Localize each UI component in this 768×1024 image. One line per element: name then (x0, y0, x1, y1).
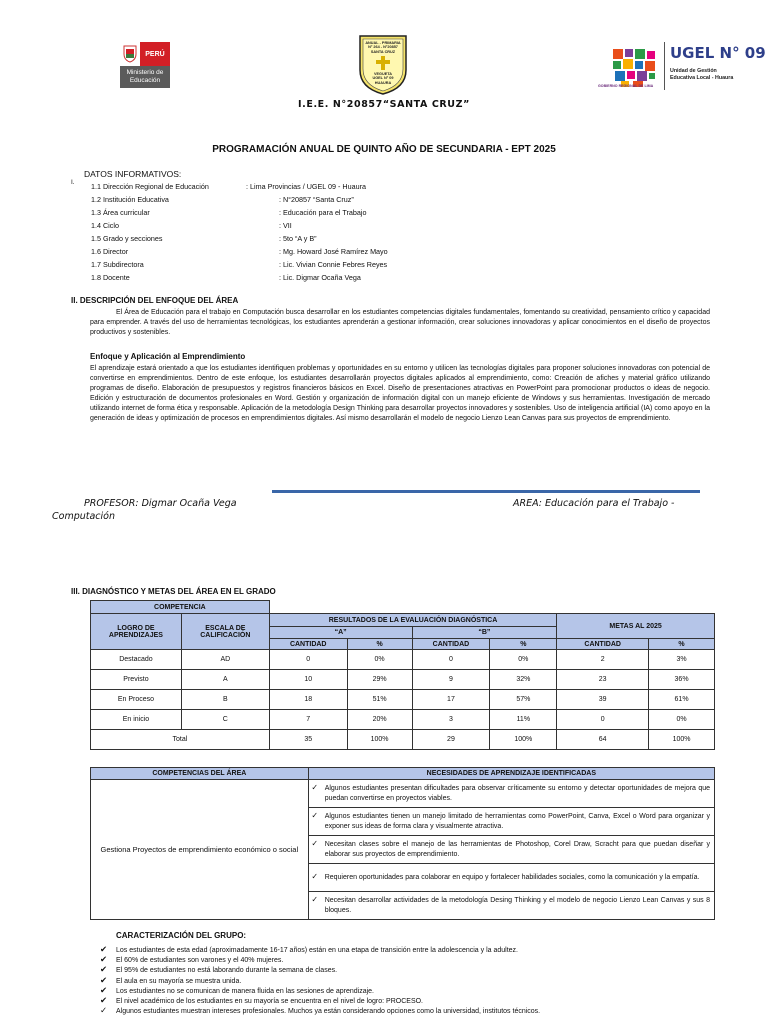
list-item-text: Los estudiantes no se comunican de manera fluida en las sesiones de aprendizaje. (116, 987, 374, 995)
info-label-8: 1.8 Docente (91, 273, 130, 282)
list-item (100, 985, 740, 995)
b-pct-cell: 57% (490, 690, 557, 710)
b-cant-cell: 3 (412, 710, 490, 730)
profesor-label: PROFESOR: Digmar Ocaña Vega (84, 498, 237, 509)
enfoque-paragraph-2: El aprendizaje estará orientado a que los estudiantes identifiquen problemas y oportunidades en su entorno y utilicen las tecnologías digitales para proponer soluciones innovadoras con potencial de convertirse en emprendimientos. Dentro de este enfoque, los estudiantes desarrollarán proyectos digitales aplicados al emprendimiento, como: Creación de afiches y material gráfico utilizando programas de diseño. Elaboración de presupuestos y registros financieros básicos en Excel. Diseño de presentaciones atractivas en PowerPoint para promocionar productos o ideas de negocio. Edición y estructuración de documentos profesionales en Word. Gestión y organización de información digital con un manejo eficiente de Windows y sus herramientas. Investigación de mercado utilizando internet de forma ética y responsable. Aplicación de la metodología Design Thinking para desarrollar proyectos innovadores y sostenibles. Uso de inteligencia artificial (IA) como apoyo en la generación de ideas y optimización de procesos en emprendimientos digitales. Así mismo desarrollarán el modelo de negocio Lienzo Lean Canvas para sus proyectos de emprendimiento. (90, 365, 710, 422)
a-cant-cell: 18 (269, 690, 347, 710)
a-pct-cell: 51% (347, 690, 412, 710)
crest-line-4: VEGUETA (373, 72, 393, 76)
info-label-5: 1.5 Grado y secciones (91, 234, 163, 243)
need-text: Algunos estudiantes presentan dificultades para observar críticamente su entorno y detectar oportunidades de mejora que puedan convertirse en proyectos viables. (324, 784, 710, 802)
divider-line (272, 490, 700, 493)
checkmark-icon: ✓ (100, 1005, 108, 1016)
info-value-2: : N°20857 “Santa Cruz” (279, 195, 354, 204)
list-item-text: Algunos estudiantes muestran intereses profesionales. Muchos ya están considerando opciones como la universidad, institutos técnicos. (116, 1008, 541, 1016)
list-item-text: El aula en su mayoría se muestra unida. (116, 977, 242, 985)
info-value-6: : Mg. Howard José Ramírez Mayo (279, 247, 388, 256)
checkmark-icon: ✓ (311, 838, 319, 848)
peru-label: PERÚ (140, 42, 170, 66)
b-cant-cell: 17 (412, 690, 490, 710)
total-a-pct: 100% (347, 730, 412, 750)
list-item (100, 944, 740, 954)
checkmark-icon: ✔ (100, 994, 108, 1005)
section-datos (71, 171, 75, 189)
info-value-5: : 5to “A y B” (279, 234, 317, 243)
section-enfoque-heading: II. DESCRIPCIÓN DEL ENFOQUE DEL ÁREA (71, 296, 239, 305)
necesidades-table (90, 767, 715, 920)
caracterizacion-list (100, 944, 740, 1015)
table-row (91, 690, 715, 710)
m-cant-cell: 0 (557, 710, 649, 730)
metas-header: METAS AL 2025 (557, 614, 715, 639)
b-pct-header: % (490, 639, 557, 650)
school-crest (357, 34, 409, 96)
a-pct-cell: 29% (347, 670, 412, 690)
need-item (308, 864, 714, 892)
a-cant-cell: 10 (269, 670, 347, 690)
resultados-header: RESULTADOS DE LA EVALUACIÓN DIAGNÓSTICA (269, 614, 556, 627)
list-item (100, 1005, 740, 1015)
a-cant-cell: 0 (269, 650, 347, 670)
total-m-cant: 64 (557, 730, 649, 750)
table-row (91, 670, 715, 690)
checkmark-icon: ✔ (100, 974, 108, 985)
table-row (91, 650, 715, 670)
b-pct-cell: 32% (490, 670, 557, 690)
need-text: Algunos estudiantes tienen un manejo limitado de herramientas como PowerPoint, Canva, Excel o Word para organizar y exponer sus ideas de forma clara y visualmente atractiva. (324, 812, 710, 830)
metas-cantidad-header: CANTIDAD (557, 639, 649, 650)
total-row (91, 730, 715, 750)
ugel-name: UGEL N° 09 (670, 44, 766, 62)
diagnostico-table (90, 600, 715, 750)
ugel-sub1: Unidad de Gestión (670, 68, 717, 74)
table-row (91, 710, 715, 730)
document-title: PROGRAMACIÓN ANUAL DE QUINTO AÑO DE SECUNDARIA - EPT 2025 (212, 144, 556, 155)
checkmark-icon: ✔ (100, 984, 108, 995)
crest-line-6: HUAURA (374, 80, 392, 85)
b-cant-cell: 9 (412, 670, 490, 690)
a-cantidad-header: CANTIDAD (269, 639, 347, 650)
checkmark-icon: ✔ (100, 944, 108, 954)
competencia-cell: Gestiona Proyectos de emprendimiento económico o social (91, 780, 309, 920)
info-value-4: : VII (279, 221, 292, 230)
checkmark-icon: ✔ (100, 954, 108, 965)
gobierno-regional-label: GOBIERNO REGIONAL DE LIMA (598, 84, 654, 88)
checkmark-icon: ✓ (311, 871, 319, 881)
enfoque-paragraph-1: El Área de Educación para el trabajo en Computación busca desarrollar en los estudiantes competencias digitales fundamentales, fomentando su creatividad, pensamiento crítico y capacidad para emprender. A través del uso de herramientas tecnológicas, los estudiantes aprenderán a gestionar información, crear soluciones innovadoras y aplicar conocimientos en el diseño de proyectos productivos y sostenibles. (90, 309, 710, 336)
section-datos-number: I. (71, 179, 75, 186)
seccion-a-header: “A” (269, 627, 412, 639)
m-pct-cell: 3% (649, 650, 715, 670)
need-item (308, 892, 714, 920)
info-value-7: : Lic. Vivian Connie Febres Reyes (279, 260, 388, 269)
info-label-3: 1.3 Área curricular (91, 208, 150, 217)
ugel-mosaic-icon (611, 47, 657, 89)
m-cant-cell: 23 (557, 670, 649, 690)
info-value-3: : Educación para el Trabajo (279, 208, 367, 217)
logro-cell: Previsto (91, 670, 182, 690)
escala-cell: B (181, 690, 269, 710)
crest-line-3: SANTA CRUZ (370, 49, 396, 54)
list-item-text: El 60% de estudiantes son varones y el 40% mujeres. (116, 957, 284, 965)
b-pct-cell: 0% (490, 650, 557, 670)
coat-of-arms-icon (120, 42, 140, 66)
list-item (100, 975, 740, 985)
minedu-logo (120, 42, 170, 94)
m-pct-cell: 61% (649, 690, 715, 710)
school-title: I.E.E. N°20857“SANTA CRUZ” (298, 99, 470, 110)
need-item (308, 808, 714, 836)
info-label-4: 1.4 Ciclo (91, 221, 119, 230)
checkmark-icon: ✓ (311, 894, 319, 904)
logro-cell: En Proceso (91, 690, 182, 710)
list-item-text: El 95% de estudiantes no está laborando durante la semana de clases. (116, 967, 338, 975)
logro-header: LOGRO DE APRENDIZAJES (91, 614, 182, 650)
enfoque-subheading: Enfoque y Aplicación al Emprendimiento (90, 352, 246, 361)
a-pct-cell: 0% (347, 650, 412, 670)
list-item (100, 964, 740, 974)
total-a-cant: 35 (269, 730, 347, 750)
ugel-subtitle (670, 68, 733, 82)
escala-header: ESCALA DE CALIFICACIÓN (181, 614, 269, 650)
area-label-cont: Computación (52, 511, 115, 522)
escala-cell: A (181, 670, 269, 690)
section-diagnostico-heading: III. DIAGNÓSTICO Y METAS DEL ÁREA EN EL GRADO (71, 587, 276, 596)
necesidades-header: NECESIDADES DE APRENDIZAJE IDENTIFICADAS (308, 768, 714, 780)
need-text: Requieren oportunidades para colaborar en equipo y fortalecer habilidades sociales, como la comunicación y la empatía. (324, 873, 700, 881)
crest-line-2: N° 264 - N°20857 (368, 45, 398, 50)
logro-cell: Destacado (91, 650, 182, 670)
info-label-2: 1.2 Institución Educativa (91, 195, 169, 204)
ugel-separator (664, 42, 665, 90)
list-item-text: Los estudiantes de esta edad (aproximadamente 16-17 años) están en una etapa de transición entre la adolescencia y la adultez. (116, 947, 518, 954)
b-cant-cell: 0 (412, 650, 490, 670)
a-cant-cell: 7 (269, 710, 347, 730)
checkmark-icon: ✓ (311, 810, 319, 820)
total-m-pct: 100% (649, 730, 715, 750)
total-b-cant: 29 (412, 730, 490, 750)
competencia-header: COMPETENCIA (91, 601, 270, 614)
info-label-1: 1.1 Dirección Regional de Educación (91, 182, 209, 191)
caracterizacion-heading: CARACTERIZACIÓN DEL GRUPO: (116, 931, 247, 940)
m-pct-cell: 0% (649, 710, 715, 730)
info-label-6: 1.6 Director (91, 247, 129, 256)
need-text: Necesitan clases sobre el manejo de las herramientas de Photoshop, Corel Draw, Scracht para que puedan diseñar y elaborar sus proyectos de emprendimiento. (324, 840, 710, 858)
b-pct-cell: 11% (490, 710, 557, 730)
list-item (100, 995, 740, 1005)
m-cant-cell: 39 (557, 690, 649, 710)
area-label: AREA: Educación para el Trabajo - (513, 498, 675, 509)
competencias-header: COMPETENCIAS DEL ÁREA (91, 768, 309, 780)
total-label: Total (91, 730, 270, 750)
info-value-8: : Lic. Digmar Ocaña Vega (279, 273, 361, 282)
a-pct-cell: 20% (347, 710, 412, 730)
ugel-sub2: Educativa Local - Huaura (670, 75, 734, 81)
list-item (100, 954, 740, 964)
metas-pct-header: % (649, 639, 715, 650)
escala-cell: C (181, 710, 269, 730)
m-cant-cell: 2 (557, 650, 649, 670)
logro-cell: En inicio (91, 710, 182, 730)
need-text: Necesitan desarrollar actividades de la metodología Desing Thinking y el modelo de negocio Lienzo Lean Canvas y sus 8 bloques. (324, 896, 710, 914)
crest-line-5: UGEL N° 09 (372, 76, 394, 81)
m-pct-cell: 36% (649, 670, 715, 690)
b-cantidad-header: CANTIDAD (412, 639, 490, 650)
checkmark-icon: ✔ (100, 964, 108, 975)
need-item (308, 780, 714, 808)
list-item-text: El nivel académico de los estudiantes en su mayoría se encuentra en el nivel de logro: PROCESO. (116, 997, 423, 1005)
info-label-7: 1.7 Subdirectora (91, 260, 144, 269)
checkmark-icon: ✓ (311, 782, 319, 792)
need-item (308, 836, 714, 864)
seccion-b-header: “B” (412, 627, 557, 639)
escala-cell: AD (181, 650, 269, 670)
minedu-line1: Ministerio de (126, 69, 164, 76)
crest-line-1: ANUAL - PRIMARIA (365, 41, 401, 45)
section-datos-heading: DATOS INFORMATIVOS: (84, 169, 182, 179)
minedu-line2: Educación (129, 77, 161, 84)
info-value-1: : Lima Provincias / UGEL 09 - Huaura (246, 182, 366, 191)
a-pct-header: % (347, 639, 412, 650)
total-b-pct: 100% (490, 730, 557, 750)
